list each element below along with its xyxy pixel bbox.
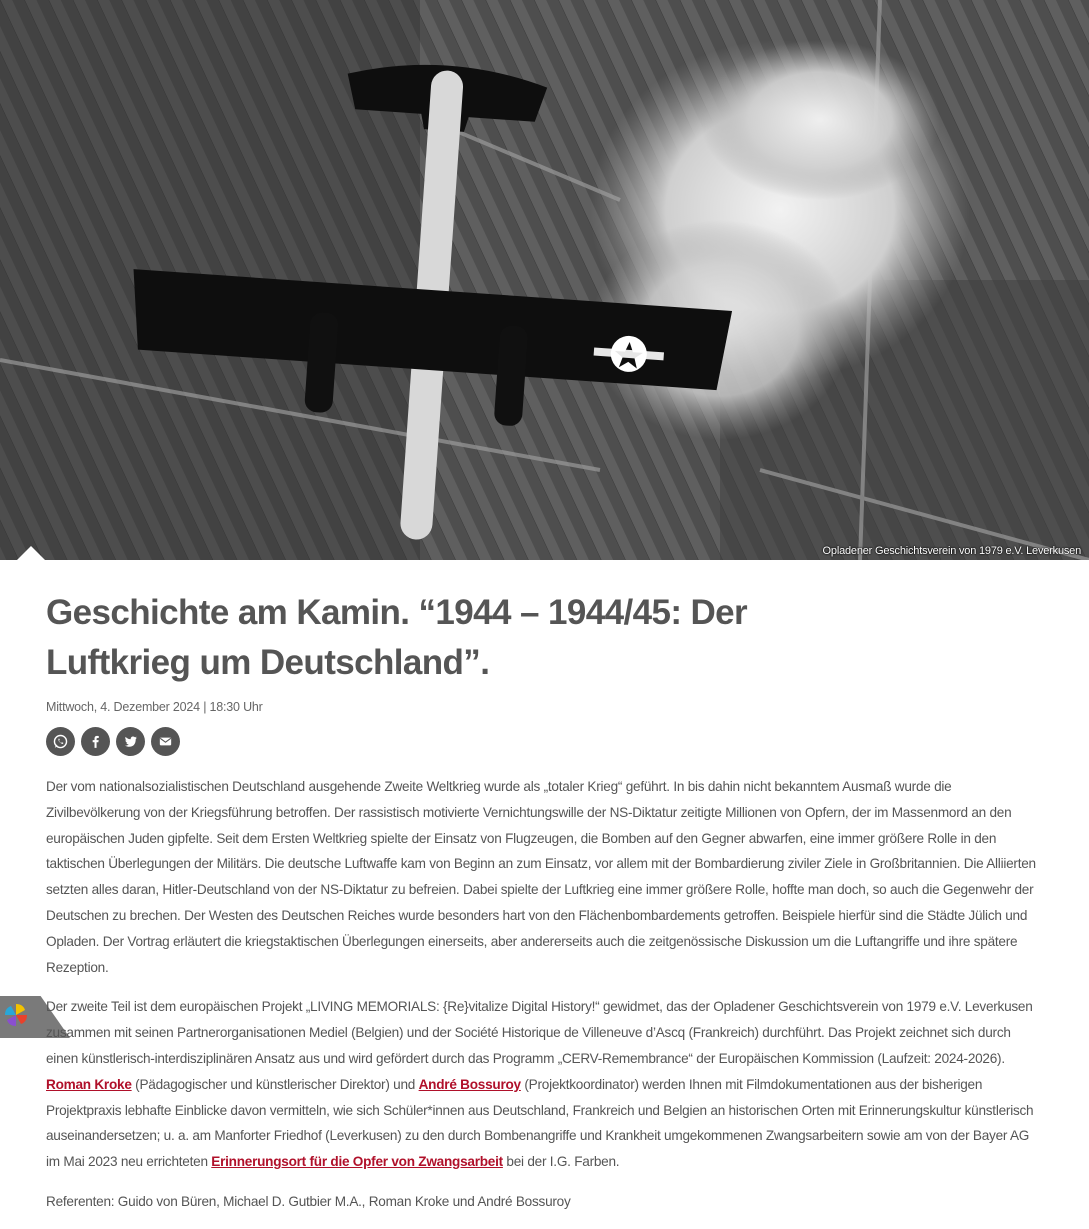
meta-separator: |: [203, 700, 207, 714]
hero-image: [0, 0, 1089, 560]
whatsapp-icon: [52, 733, 69, 750]
paragraph-project: [46, 994, 1036, 1175]
paragraph-text: bei der I.G. Farben.: [502, 1154, 620, 1170]
event-meta: [46, 700, 1036, 714]
share-whatsapp-button[interactable]: [46, 727, 75, 756]
share-twitter-button[interactable]: [116, 727, 145, 756]
share-email-button[interactable]: [151, 727, 180, 756]
link-erinnerungsort[interactable]: Erinnerungsort für die Opfer von Zwangsarbeit: [211, 1154, 503, 1170]
facebook-icon: [87, 733, 104, 750]
pinwheel-icon: [3, 1002, 29, 1028]
referents: Referenten: Guido von Büren, Michael D. Gutbier M.A., Roman Kroke und André Bossuroy: [46, 1193, 571, 1209]
paragraph-intro: Der vom nationalsozialistischen Deutschland ausgehende Zweite Weltkrieg wurde als „totaler Krieg“ geführt. In bis dahin nicht bekanntem Ausmaß wurde die Zivilbevölkerung von der Kriegsführung betroffen. Der rassistisch motivierte Vernichtungswille der NS-Diktatur zeitigte Millionen von Opfern, der im Massenmord an den europäischen Juden gipfelte. Seit dem Ersten Weltkrieg spielte der Einsatz von Flugzeugen, die Bomben auf den Gegner abwarfen, eine immer größere Rolle in den taktischen Überlegungen der Militärs. Die deutsche Luftwaffe kam von Beginn an zum Einsatz, vor allem mit der Bombardierung ziviler Ziele in Großbritannien. Die Alliierten setzten alles daran, Hitler-Deutschland von der NS-Diktatur zu befreien. Dabei spielte der Luftkrieg eine immer größere Rolle, hoffte man doch, so auch die Gegenwehr der Deutschen zu brechen. Der Westen des Deutschen Reiches wurde besonders hart von den Flächenbombardements getroffen. Beispiele hierfür sind die Städte Jülich und Opladen. Der Vortrag erläutert die kriegstaktischen Überlegungen einerseits, aber andererseits auch die zeitgenössische Diskussion um die Luftangriffe und ihre spätere Rezeption.: [46, 779, 1036, 975]
article: [46, 588, 1036, 1229]
paragraph-text: Der zweite Teil ist dem europäischen Projekt „LIVING MEMORIALS: {Re}vitalize Digital History!“ gewidmet, das der Opladener Geschichtsverein von 1979 e.V. Leverkusen zusammen mit seinen Partnerorganisationen Mediel (Belgien) und der Société Historique de Villeneuve d’Ascq (Frankreich) durchführt. Das Projekt zeichnet sich durch einen künstlerisch-interdisziplinären Ansatz aus und wird gefördert durch das Programm „CERV-Remembrance“ der Europäischen Kommission (Laufzeit: 2024-2026).: [46, 999, 1033, 1066]
paragraph-text: (Pädagogischer und künstlerischer Direktor) und: [131, 1076, 419, 1092]
aerial-photo: [0, 0, 1089, 560]
event-date: Mittwoch, 4. Dezember 2024: [46, 700, 200, 714]
event-time: 18:30 Uhr: [209, 700, 263, 714]
paragraph-text: (Projektkoordinator) werden Ihnen mit Filmdokumentationen aus der bisherigen Projektpraxis lebhafte Einblicke davon vermitteln, wie sich Schüler*innen aus Deutschland, Frankreich und Belgien an historischen Orten mit Erinnerungskultur künstlerisch auseinandersetzen; u. a. am Manforter Friedhof (Leverkusen) zu den durch Bombenangriffe und Krankheit umgekommenen Zwangsarbeitern sowie am von der Bayer AG im Mai 2023 neu errichteten: [46, 1076, 1034, 1170]
share-buttons: [46, 727, 1036, 756]
hero-notch: [17, 546, 45, 560]
page-title: Geschichte am Kamin. “1944 – 1944/45: Der Luftkrieg um Deutschland”.: [46, 593, 748, 682]
image-credit: Opladener Geschichtsverein von 1979 e.V. Leverkusen: [822, 545, 1081, 557]
link-roman-kroke[interactable]: Roman Kroke: [46, 1076, 132, 1092]
email-icon: [157, 733, 174, 750]
share-facebook-button[interactable]: [81, 727, 110, 756]
article-body: [46, 774, 1036, 1215]
link-andre-bossuroy[interactable]: André Bossuroy: [418, 1076, 521, 1092]
twitter-icon: [122, 733, 139, 750]
